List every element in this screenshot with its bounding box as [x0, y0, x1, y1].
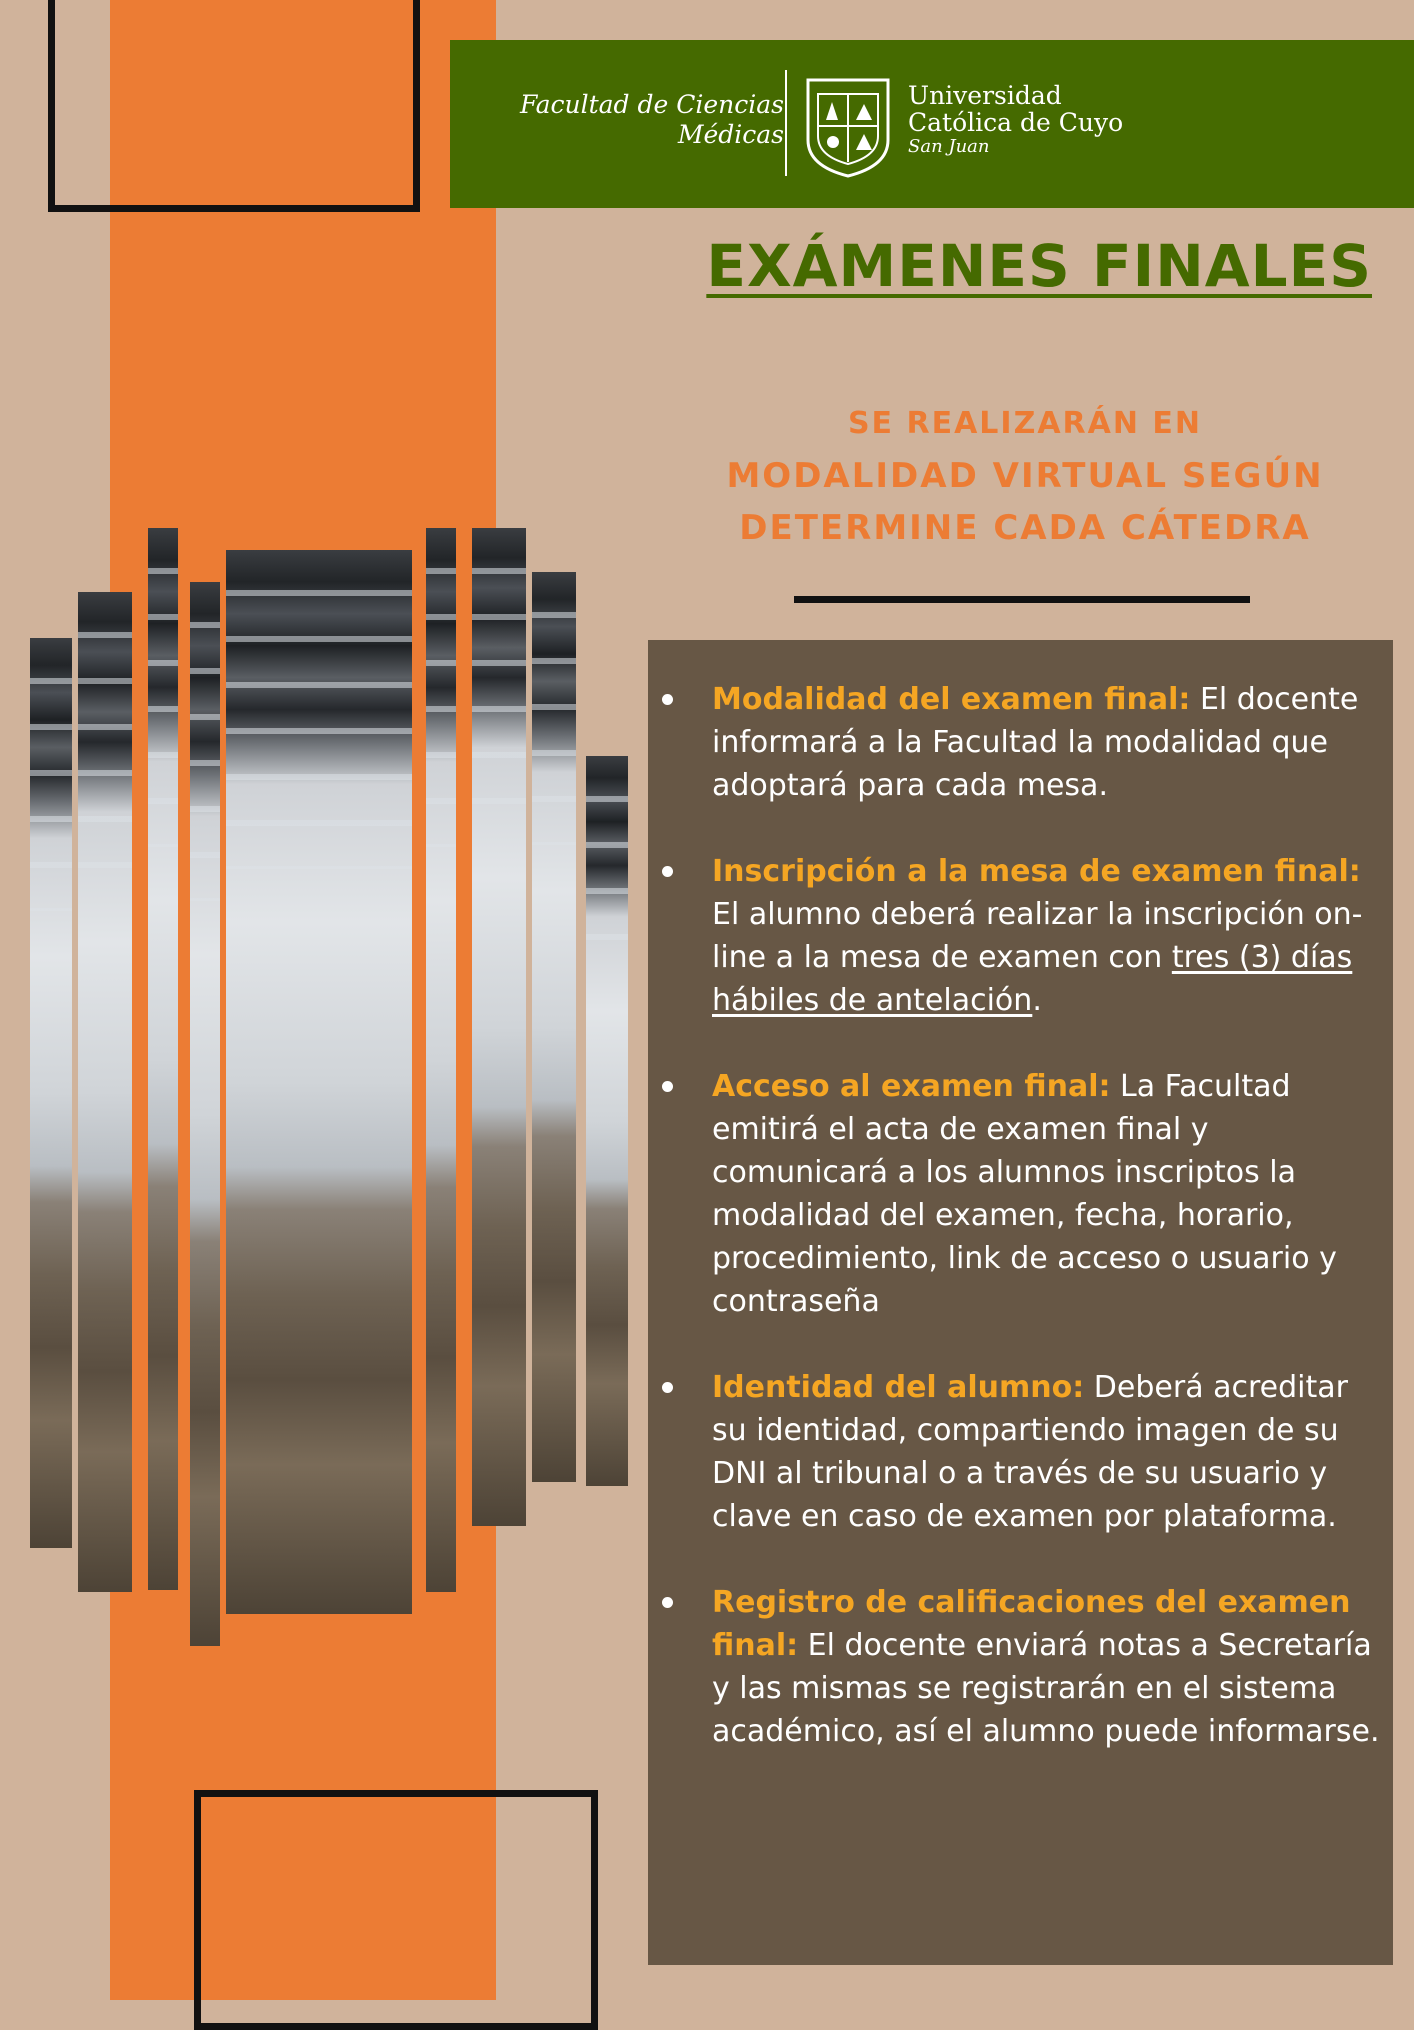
item-label: Inscripción a la mesa de examen final:: [712, 854, 1361, 889]
item-label: Registro de calificaciones del examen final:: [712, 1585, 1351, 1663]
faculty-name: [484, 90, 784, 150]
photo-strip: [532, 572, 576, 1482]
horizontal-divider: [794, 596, 1250, 603]
subtitle-line-2: MODALIDAD VIRTUAL SEGÚN: [726, 456, 1324, 496]
item-text: El docente informará a la Facultad la modalidad que adoptará para cada mesa.: [712, 682, 1359, 803]
page-title: EXÁMENES FINALES: [706, 232, 1372, 300]
university-line-3: San Juan: [908, 136, 990, 157]
university-crest-icon: [802, 74, 894, 178]
photo-strip: [30, 638, 72, 1548]
university-name: [908, 82, 1123, 158]
item-underlined-text: tres (3) días hábiles de antelación: [712, 940, 1353, 1018]
item-label: Modalidad del examen final:: [712, 682, 1191, 717]
item-text: El docente enviará notas a Secretaría y las mismas se registrarán en el sistema académico, así el alumno puede informarse.: [712, 1628, 1380, 1749]
bullet-icon: [662, 1081, 673, 1092]
item-text: La Facultad emitirá el acta de examen final y comunicará a los alumnos inscriptos la modalidad del examen, fecha, horario, procedimiento, link de acceso o usuario y contraseña: [712, 1069, 1337, 1319]
list-item: [662, 1065, 1383, 1323]
info-list: [648, 640, 1393, 1753]
photo-strip: [226, 550, 412, 1614]
photo-strip: [586, 756, 628, 1486]
decorative-frame-bottom: [194, 1790, 598, 2030]
photo-strip: [472, 528, 526, 1526]
subtitle-line-3: DETERMINE CADA CÁTEDRA: [739, 508, 1311, 548]
photo-strip: [148, 528, 178, 1590]
item-tail: .: [1032, 983, 1042, 1018]
bullet-icon: [662, 866, 673, 877]
info-box: [648, 640, 1393, 1965]
item-text: El alumno deberá realizar la inscripción on-line a la mesa de examen con: [712, 897, 1363, 975]
item-label: Acceso al examen final:: [712, 1069, 1111, 1104]
header-divider: [785, 70, 787, 176]
university-line-1: Universidad: [908, 81, 1062, 110]
photo-strip: [426, 528, 456, 1592]
faculty-line-1: Facultad de Ciencias: [519, 90, 784, 119]
bullet-icon: [662, 1597, 673, 1608]
subtitle-line-1: SE REALIZARÁN EN: [847, 406, 1203, 441]
list-item: [662, 850, 1383, 1022]
faculty-line-2: Médicas: [677, 120, 784, 149]
item-text: Deberá acreditar su identidad, compartiendo imagen de su DNI al tribunal o a través de su usuario y clave en caso de examen por plataforma.: [712, 1370, 1348, 1534]
bullet-icon: [662, 694, 673, 705]
header-bar: [450, 40, 1414, 208]
list-item: [662, 1366, 1383, 1538]
decorative-frame-top: [48, 0, 420, 212]
list-item: [662, 678, 1383, 807]
bullet-icon: [662, 1382, 673, 1393]
item-label: Identidad del alumno:: [712, 1370, 1085, 1405]
list-item: [662, 1581, 1383, 1753]
university-line-2: Católica de Cuyo: [908, 108, 1124, 137]
photo-strip: [190, 582, 220, 1646]
photo-strip: [78, 592, 132, 1592]
